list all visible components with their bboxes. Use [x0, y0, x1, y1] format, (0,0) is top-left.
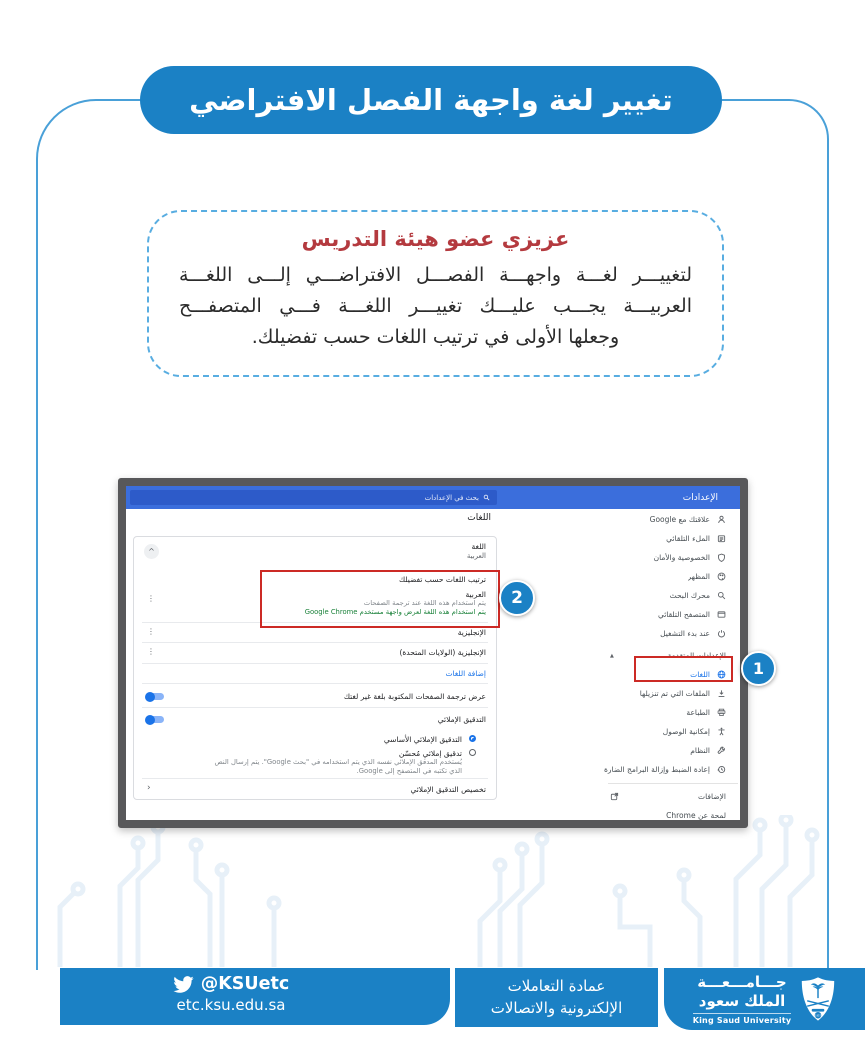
enhanced-spellcheck-desc: الذي تكتبه في المتصفح إلى Google.	[356, 767, 462, 775]
sidebar-item-privacy-security[interactable]: الخصوصية والأمان	[598, 548, 740, 567]
twitter-icon	[173, 976, 194, 993]
arabic-translate-note: يتم استخدام هذه اللغة عند ترجمة الصفحات	[363, 599, 486, 607]
sidebar-item-system[interactable]: النظام	[598, 741, 740, 760]
university-name-ar-2: الملك سعود	[698, 992, 786, 1010]
arabic-language-item: العربية	[465, 590, 486, 599]
appearance-icon	[717, 572, 726, 581]
divider	[142, 778, 488, 779]
instruction-box	[147, 210, 724, 377]
sidebar-item-languages[interactable]: اللغات	[598, 665, 740, 684]
divider	[142, 663, 488, 664]
offer-translate-toggle[interactable]	[146, 693, 164, 700]
sidebar-section-advanced[interactable]: الإعدادات المتقدمة ▲	[610, 651, 726, 660]
autofill-icon	[717, 534, 726, 543]
printer-icon	[717, 708, 726, 717]
basic-spellcheck-label: التدقيق الإملائي الأساسي	[383, 735, 462, 744]
power-icon	[717, 629, 726, 638]
settings-title: الإعدادات	[682, 492, 718, 503]
website-url[interactable]: etc.ksu.edu.sa	[176, 996, 286, 1014]
english-language-item: الإنجليزية	[457, 628, 486, 637]
step-badge-1: 1	[741, 651, 776, 686]
english-us-language-item: الإنجليزية (الولايات المتحدة)	[399, 648, 486, 657]
enhanced-spellcheck-radio[interactable]	[469, 749, 476, 756]
annotation-box-languages-menu	[634, 656, 733, 682]
divider	[142, 707, 488, 708]
instruction-body	[149, 260, 722, 353]
instruction-line: العربيـــة يجـــب عليـــك تغييـــر اللغـــة فـــي المتصفـــح	[179, 295, 692, 317]
instruction-line: لتغييـــر لغـــة واجهـــة الفصـــل الافتراضـــي إلـــى اللغـــة	[179, 264, 692, 286]
add-languages-link[interactable]: إضافة اللغات	[445, 669, 486, 678]
sidebar-item-accessibility[interactable]: إمكانية الوصول	[598, 722, 740, 741]
basic-spellcheck-radio[interactable]	[469, 735, 476, 742]
ksu-emblem	[800, 976, 836, 1022]
settings-header-bar	[126, 486, 740, 509]
sidebar-item-on-startup[interactable]: عند بدء التشغيل	[598, 624, 740, 643]
enhanced-spellcheck-label: تدقيق إملائي مُحسّن	[398, 749, 462, 758]
arabic-ui-note: يتم استخدام هذه اللغة لعرض واجهة مستخدم Google Chrome	[304, 608, 486, 616]
sidebar-item-autofill[interactable]: الملء التلقائي	[598, 529, 740, 548]
university-name-ar-1: جـــامـــعـــة	[697, 973, 787, 992]
spellcheck-toggle[interactable]	[146, 716, 164, 723]
page-title-banner	[140, 66, 722, 134]
chevron-left-icon: ‹	[147, 783, 151, 793]
page-title: تغيير لغة واجهة الفصل الافتراضي	[189, 83, 673, 117]
collapse-caret-icon: ▲	[610, 652, 614, 659]
sidebar-item-extensions[interactable]: الإضافات	[598, 787, 740, 806]
offer-translate-label: عرض ترجمة الصفحات المكتوبة بلغة غير لغتك	[343, 692, 486, 701]
spellcheck-label: التدقيق الإملائي	[437, 715, 486, 724]
default-browser-icon	[717, 610, 726, 619]
sidebar-item-downloads[interactable]: الملفات التي تم تنزيلها	[598, 684, 740, 703]
sidebar-item-search-engine[interactable]: محرك البحث	[598, 586, 740, 605]
history-icon	[717, 765, 726, 774]
more-menu-icon[interactable]: ⋮	[147, 647, 155, 656]
person-icon	[717, 515, 726, 524]
languages-section-heading: اللغات	[467, 513, 491, 523]
footer-social-block	[60, 968, 450, 1025]
sidebar-item-you-and-google[interactable]: علاقتك مع Google	[598, 510, 740, 529]
more-menu-icon[interactable]: ⋮	[147, 594, 155, 603]
settings-search-input[interactable]	[130, 490, 497, 505]
search-icon	[483, 494, 490, 501]
instruction-title: عزيزي عضو هيئة التدريس	[301, 227, 570, 251]
deanship-name-line1: عمادة التعاملات	[507, 976, 606, 995]
sidebar-item-about-chrome[interactable]: لمحة عن Chrome	[666, 811, 726, 820]
more-menu-icon[interactable]: ⋮	[147, 627, 155, 636]
emblem-year: 1957	[815, 1014, 822, 1018]
sidebar-item-default-browser[interactable]: المتصفح التلقائي	[598, 605, 740, 624]
sidebar-divider	[608, 783, 738, 784]
sidebar-item-reset-cleanup[interactable]: إعادة الضبط وإزالة البرامج الضارة	[598, 760, 740, 779]
language-row-value: العربية	[466, 552, 486, 560]
annotation-box-preferred-languages	[260, 570, 500, 628]
step-badge-2: 2	[499, 580, 535, 616]
instruction-line: وجعلها الأولى في ترتيب اللغات حسب تفضيلك.	[251, 326, 620, 348]
deanship-name-line2: الإلكترونية والاتصالات	[490, 998, 623, 1017]
twitter-handle[interactable]: @KSUetc	[200, 974, 290, 994]
footer-deanship-block	[455, 968, 658, 1027]
divider	[142, 683, 488, 684]
search-placeholder: بحث في الإعدادات	[424, 493, 479, 502]
enhanced-spellcheck-desc: يُستخدم المدقق الإملائي نفسه الذي يتم استخدامه في "بحث Google". يتم إرسال النص	[214, 758, 462, 766]
sidebar-item-appearance[interactable]: المظهر	[598, 567, 740, 586]
language-row-title: اللغة	[471, 542, 486, 551]
wrench-icon	[717, 746, 726, 755]
shield-icon	[717, 553, 726, 562]
footer-university-block	[664, 968, 865, 1030]
chrome-settings-screenshot	[118, 478, 748, 828]
order-languages-title: ترتيب اللغات حسب تفضيلك	[398, 575, 486, 584]
external-link-icon	[610, 792, 619, 801]
collapse-button[interactable]: ^	[144, 544, 159, 559]
sidebar-item-printing[interactable]: الطباعة	[598, 703, 740, 722]
search-engine-icon	[717, 591, 726, 600]
divider	[142, 642, 488, 643]
download-icon	[717, 689, 726, 698]
accessibility-icon	[717, 727, 726, 736]
university-name-en: King Saud University	[693, 1013, 792, 1025]
customize-spellcheck-row[interactable]: تخصيص التدقيق الإملائي	[410, 785, 486, 794]
